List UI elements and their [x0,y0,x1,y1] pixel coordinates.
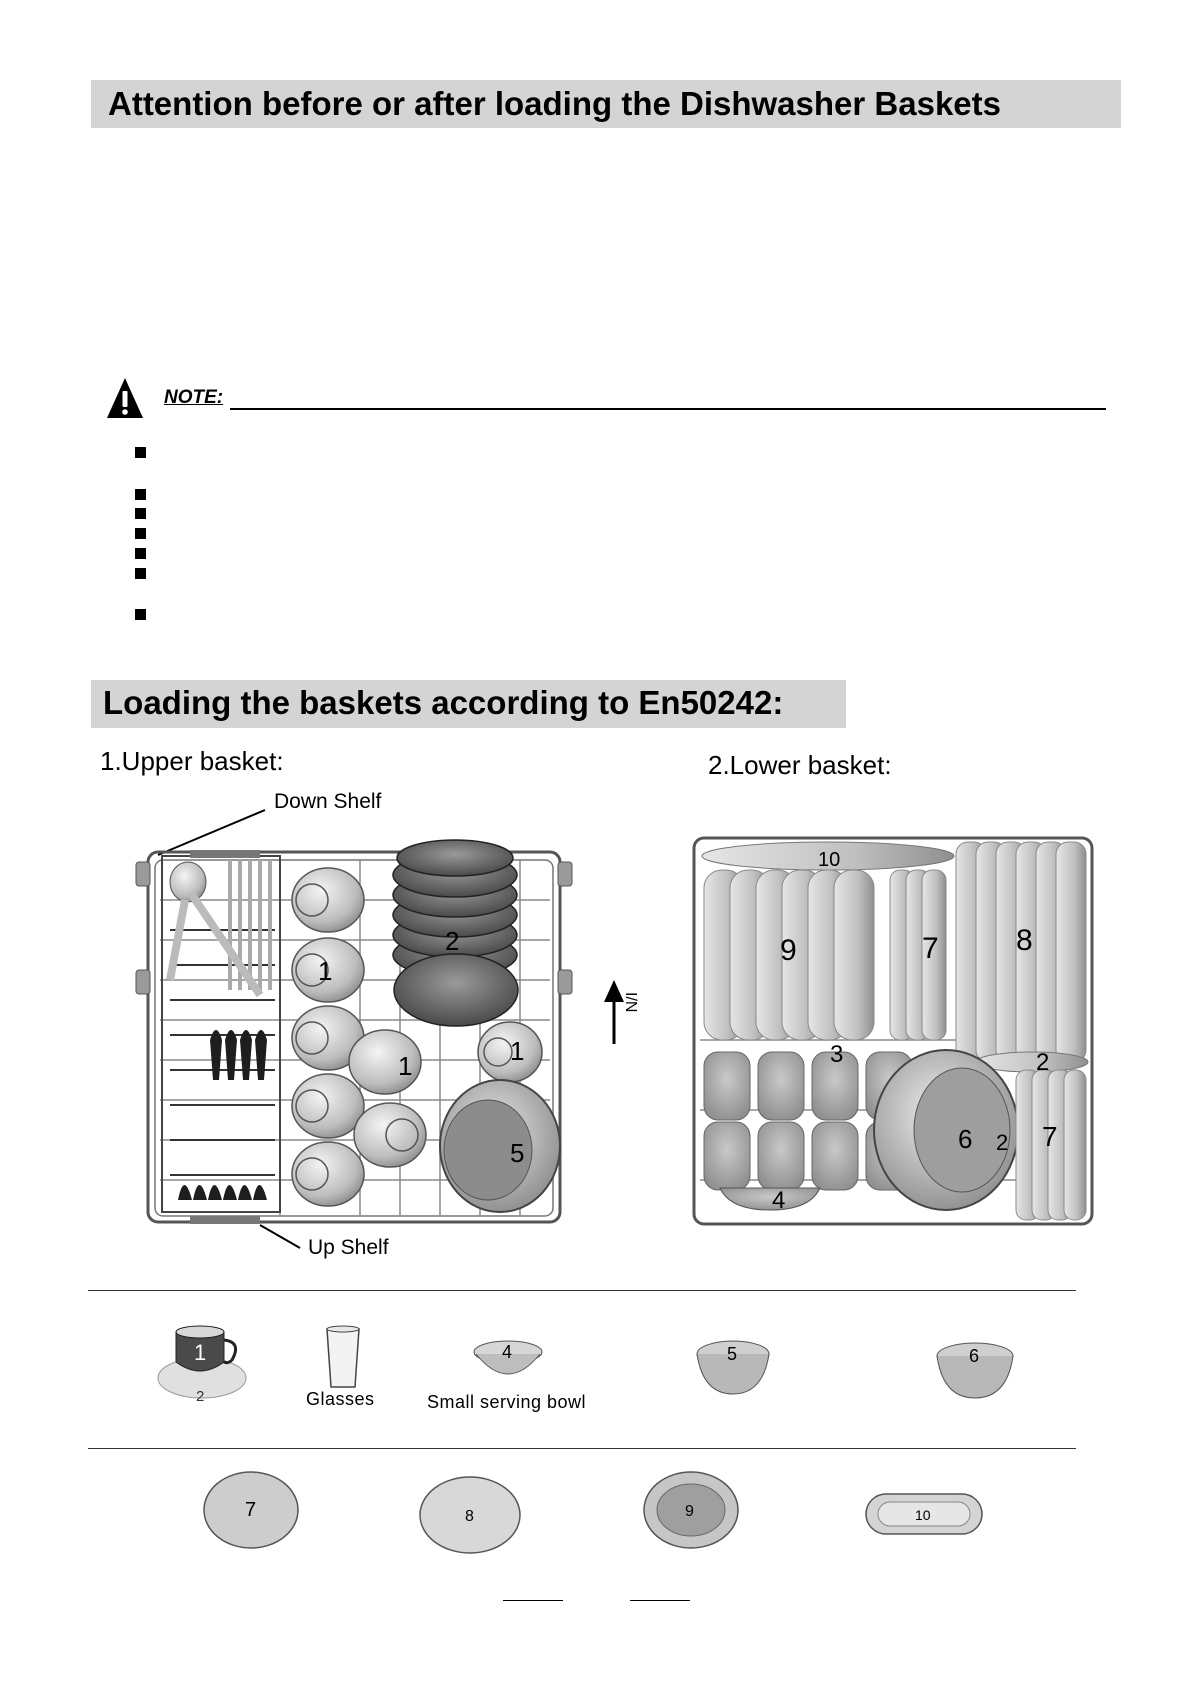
legend-4-number: 4 [502,1342,513,1362]
section-title-attention: Attention before or after loading the Dishwasher Baskets [108,85,1001,122]
upper-label-cups-a: 1 [318,956,333,986]
direction-label: I/N [622,992,639,1013]
section-header-attention [91,80,1121,128]
footer-line-right [630,1600,690,1601]
legend-1-number: 1 [194,1340,207,1365]
lower-label-saucer-top: 2 [1036,1049,1050,1076]
legend-oval-plate-10 [864,1490,984,1538]
legend-plate-9 [642,1470,740,1550]
legend-glasses-caption: Glasses [306,1389,375,1409]
bullet-5 [135,548,146,559]
legend-plate-8 [418,1475,522,1555]
warning-icon [105,376,145,420]
upper-basket-title: 1.Upper basket: [100,746,284,776]
legend-cup-saucer [154,1322,254,1404]
upper-label-cups-b: 1 [398,1051,413,1081]
bullet-7 [135,609,146,620]
upper-basket-illustration [100,790,620,1280]
section-title-loading: Loading the baskets according to En50242: [103,684,784,721]
upper-label-bowl: 5 [510,1138,525,1168]
lower-basket-title: 2.Lower basket: [708,750,892,780]
up-shelf-label: Up Shelf [308,1236,389,1259]
legend-plate-7 [202,1470,300,1550]
bullet-4 [135,528,146,539]
lower-label-soup: 9 [780,934,797,967]
arrow-up-icon [602,980,642,1046]
legend-9-number: 9 [685,1503,694,1520]
upper-label-cups-c: 1 [510,1036,525,1066]
legend-8-number: 8 [465,1508,474,1525]
note-underline [230,408,1106,410]
lower-basket-illustration [690,830,1100,1230]
legend-bowl-5 [694,1338,772,1398]
section-header-loading [91,680,846,728]
note-label: NOTE: [164,387,224,408]
lower-label-saucer-mid: 2 [996,1130,1009,1155]
legend-glass [323,1325,363,1391]
down-shelf-label: Down Shelf [274,790,382,813]
lower-label-serving-bowl: 4 [772,1187,786,1214]
legend-10-number: 10 [915,1507,931,1523]
legend-7-number: 7 [245,1499,257,1521]
lower-label-small-plates-b: 7 [1042,1121,1058,1152]
lower-label-oval: 10 [818,849,841,871]
legend-rule-mid [88,1448,1076,1449]
lower-label-small-plates: 7 [922,932,939,965]
lower-label-glasses: 3 [830,1041,844,1068]
footer-line-left [503,1600,563,1601]
bullet-2 [135,489,146,500]
legend-rule-top [88,1290,1076,1291]
bullet-1 [135,447,146,458]
upper-label-saucers: 2 [445,926,460,956]
bullet-3 [135,508,146,519]
legend-6-number: 6 [969,1346,980,1366]
down-shelf-leader [158,810,265,855]
lower-label-dinner: 8 [1016,924,1033,957]
legend-serving-bowl-caption: Small serving bowl [427,1392,587,1412]
legend-small-serving-bowl [470,1338,546,1380]
lower-label-big-bowl: 6 [958,1124,973,1154]
up-shelf-leader [260,1225,300,1248]
legend-5-number: 5 [727,1344,738,1364]
legend-1-sub: 2 [196,1388,205,1404]
legend-bowl-6 [934,1340,1016,1400]
bullet-6 [135,568,146,579]
